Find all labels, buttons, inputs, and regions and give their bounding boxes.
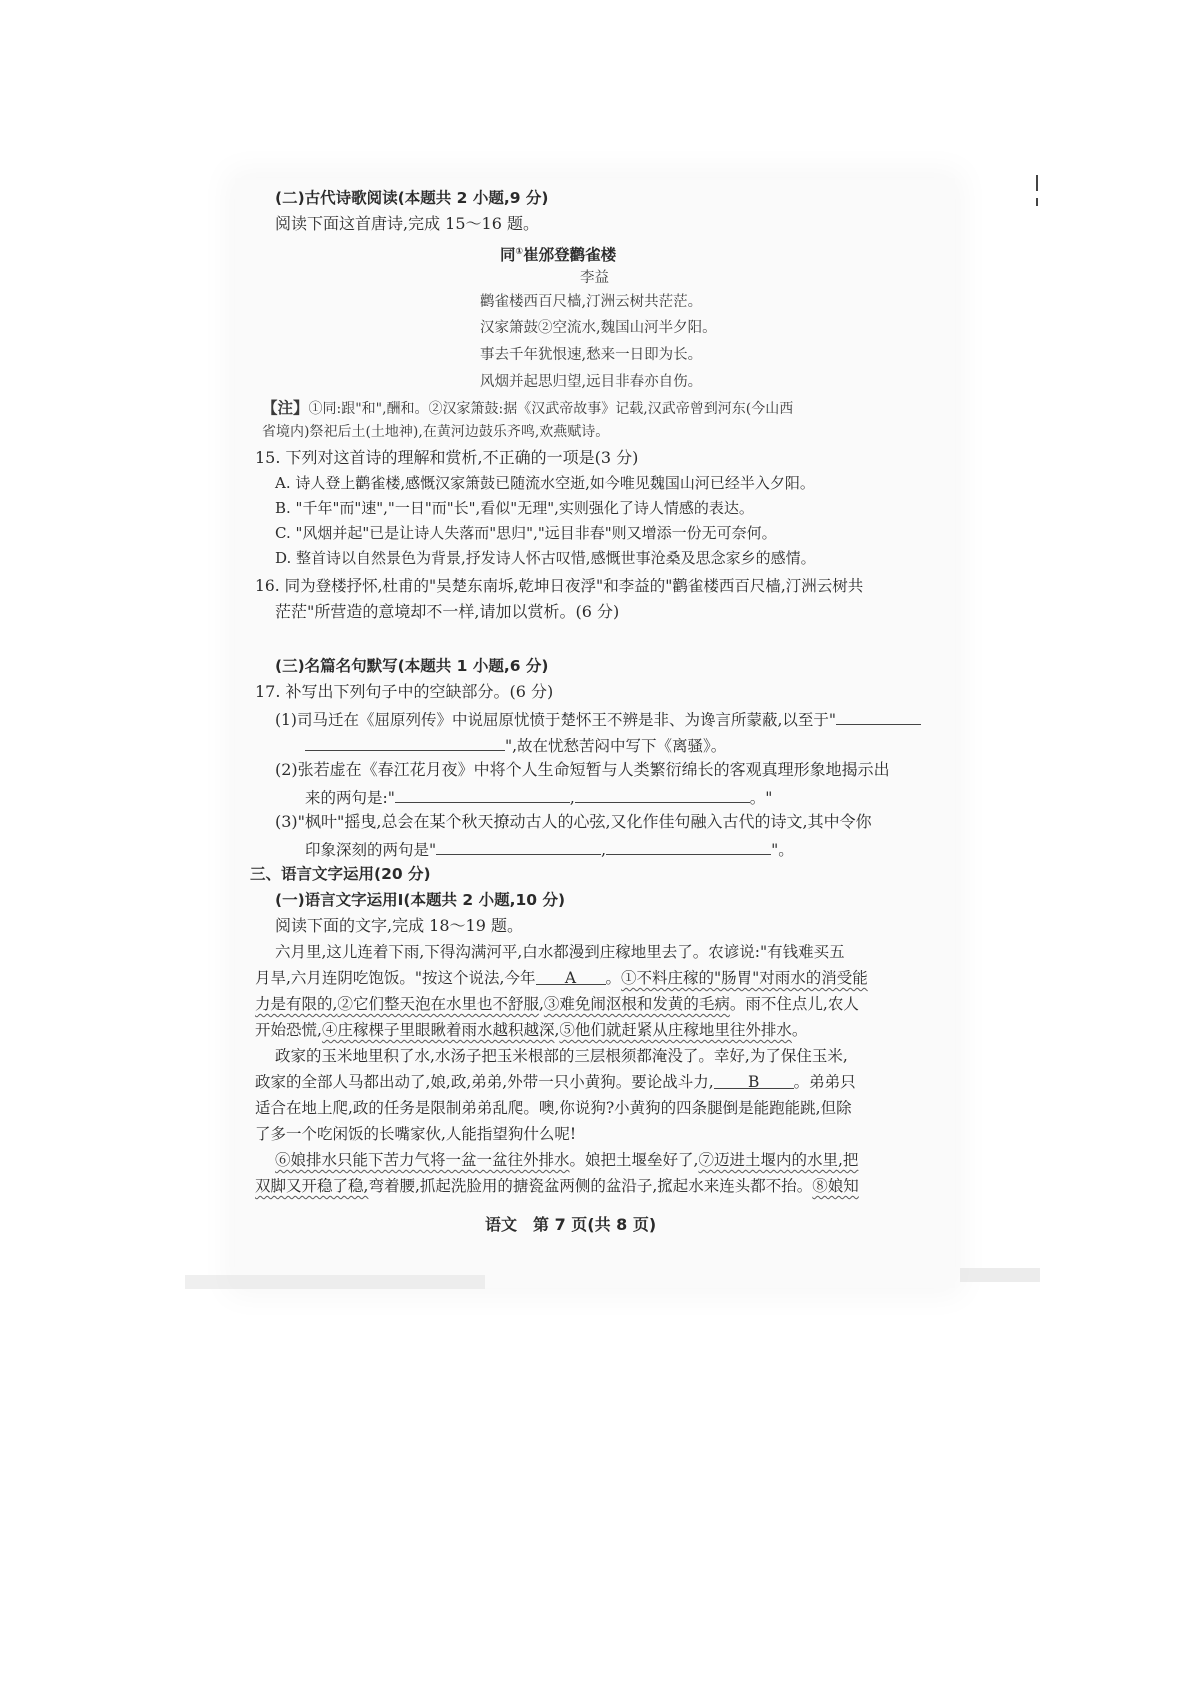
- question-17-2-line-2: [305, 786, 772, 808]
- section-2-instruction: 阅读下面这首唐诗,完成 15～16 题。: [275, 214, 539, 233]
- marked-sentence-4: ④庄稼棵子里眼瞅着雨水越积越深: [321, 1021, 555, 1039]
- q17-1-text: (1)司马迁在《屈原列传》中说屈原忧愤于楚怀王不辨是非、为谗言所蒙蔽,以至于": [275, 711, 837, 729]
- p1-text: 开始恐慌,: [255, 1021, 322, 1039]
- q17-2-text-end: 。": [749, 789, 773, 807]
- part-3-instruction: 阅读下面的文字,完成 18～19 题。: [275, 916, 523, 935]
- question-15-option-d: D. 整首诗以自然景色为背景,抒发诗人怀古叹惜,感慨世事沧桑及思念家乡的感情。: [275, 549, 816, 567]
- poem-note-line-1: [262, 398, 793, 419]
- passage-p3-line-1: [275, 1150, 858, 1170]
- marked-sentence-1: ①不料庄稼的"肠胃"对雨水的消受能: [621, 969, 868, 987]
- marked-sentence-2: ②它们整天泡在水里也不舒服: [337, 995, 539, 1013]
- blank-a[interactable]: A: [536, 968, 606, 985]
- question-15: 15. 下列对这首诗的理解和赏析,不正确的一项是(3 分): [255, 448, 639, 467]
- section-2-header: (二)古代诗歌阅读(本题共 2 小题,9 分): [275, 189, 549, 207]
- marked-sentence-5: ⑤他们就赶紧从庄稼地里往外排水: [559, 1021, 792, 1039]
- note-text: ①同:跟"和",酬和。②汉家箫鼓:据《汉武帝故事》记载,汉武帝曾到河东(今山西: [308, 401, 794, 417]
- question-15-option-b: B. "千年"而"速","一日"而"长",看似"无理",实则强化了诗人情感的表达。: [275, 499, 754, 517]
- question-17-2-line-1: (2)张若虚在《春江花月夜》中将个人生命短暂与人类繁衍绵长的客观真理形象地揭示出: [275, 760, 890, 779]
- question-17: 17. 补写出下列句子中的空缺部分。(6 分): [255, 682, 554, 701]
- answer-blank[interactable]: [395, 786, 570, 803]
- marked-sentence-7-end: 双脚又开稳了稳,: [255, 1177, 369, 1195]
- scan-edge-mark: [1036, 175, 1038, 191]
- scan-edge-mark: [1036, 198, 1038, 206]
- section-3-header: (三)名篇名句默写(本题共 1 小题,6 分): [275, 657, 549, 675]
- poem-title-rest: 崔邠登鹳雀楼: [523, 246, 617, 265]
- p1-punct: ,: [554, 1021, 560, 1039]
- part-3-subheader: (一)语言文字运用Ⅰ(本题共 2 小题,10 分): [275, 891, 566, 909]
- q17-2-text: 来的两句是:": [305, 789, 395, 807]
- passage-p1-line-2: [255, 968, 868, 988]
- comma: ,: [569, 789, 575, 807]
- scan-smudge: [185, 1275, 485, 1289]
- question-17-3-line-1: (3)"枫叶"摇曳,总会在某个秋天撩动古人的心弦,又化作佳句融入古代的诗文,其中令你: [275, 812, 872, 831]
- p1-text: 。: [791, 1021, 808, 1039]
- marked-sentence-8: ⑧娘知: [812, 1177, 859, 1195]
- marked-sentence-3: ③难免闹沤根和发黄的毛病: [543, 995, 730, 1013]
- poem-line: 鹳雀楼西百尺樯,汀洲云树共茫茫。: [480, 294, 703, 310]
- p3-text: 。娘把土堰垒好了,: [569, 1151, 699, 1169]
- q17-3-text-end: "。: [771, 841, 794, 859]
- marked-sentence-1-end: 力是有限的,: [255, 995, 338, 1013]
- question-16-line-2: 茫茫"所营造的意境却不一样,请加以赏析。(6 分): [275, 602, 620, 621]
- comma: ,: [601, 841, 607, 859]
- q17-3-text: 印象深刻的两句是": [305, 841, 437, 859]
- marked-sentence-7: ⑦迈进土堰内的水里,把: [698, 1151, 859, 1169]
- poem-line: 风烟并起思归望,远目非春亦自伤。: [480, 374, 703, 390]
- poem-title: [500, 242, 616, 265]
- question-17-1-line-1: [275, 708, 921, 730]
- question-16-line-1: 16. 同为登楼抒怀,杜甫的"吴楚东南坼,乾坤日夜浮"和李益的"鹳雀楼西百尺樯,汀洲云树共: [255, 577, 864, 595]
- p1-text: 。雨不住点儿,农人: [729, 995, 859, 1013]
- passage-p3-line-2: [255, 1176, 859, 1196]
- p1-text: 。: [605, 969, 622, 987]
- p2-text: 政家的全部人马都出动了,娘,政,弟弟,外带一只小黄狗。要论战斗力,: [255, 1073, 714, 1091]
- poem-line: 事去千年犹恨速,愁来一日即为长。: [480, 347, 703, 363]
- question-17-1-line-2: [305, 734, 726, 756]
- poem-title-prefix: 同: [500, 246, 516, 265]
- scan-smudge: [960, 1268, 1040, 1282]
- passage-p2-line-3: 适合在地上爬,政的任务是限制弟弟乱爬。噢,你说狗?小黄狗的四条腿倒是能跑能跳,但除: [255, 1099, 852, 1117]
- answer-blank[interactable]: [575, 786, 750, 803]
- p1-text: 月旱,六月连阴吃饱饭。"按这个说法,今年: [255, 969, 536, 987]
- page-footer: 语文 第 7 页(共 8 页): [485, 1215, 657, 1234]
- question-15-option-c: C. "风烟并起"已是让诗人失落而"思归","远目非春"则又增添一份无可奈何。: [275, 524, 777, 542]
- blank-b[interactable]: B: [714, 1072, 794, 1089]
- passage-p1-line-4: [255, 1020, 807, 1040]
- poem-note-line-2: 省境内)祭祀后土(土地神),在黄河边鼓乐齐鸣,欢燕赋诗。: [262, 424, 610, 440]
- poem-line: 汉家箫鼓②空流水,魏国山河半夕阳。: [480, 320, 717, 336]
- answer-blank[interactable]: [606, 838, 771, 855]
- passage-p2-line-1: 政家的玉米地里积了水,水汤子把玉米根部的三层根须都淹没了。幸好,为了保住玉米,: [275, 1047, 848, 1065]
- answer-blank[interactable]: [436, 838, 601, 855]
- passage-p1-line-1: 六月里,这儿连着下雨,下得沟满河平,白水都漫到庄稼地里去了。农谚说:"有钱难买五: [275, 943, 845, 961]
- question-15-option-a: A. 诗人登上鹳雀楼,感慨汉家箫鼓已随流水空逝,如今唯见魏国山河已经半入夕阳。: [275, 474, 815, 492]
- p1-punct: ,: [538, 995, 544, 1013]
- passage-p2-line-2: [255, 1072, 856, 1092]
- p2-text: 。弟弟只: [793, 1073, 856, 1091]
- answer-blank[interactable]: [836, 708, 921, 725]
- note-label: 【注】: [262, 399, 309, 417]
- passage-p2-line-4: 了多一个吃闲饭的长嘴家伙,人能指望狗什么呢!: [255, 1125, 577, 1143]
- poem-author: 李益: [580, 270, 609, 286]
- p3-text: 弯着腰,抓起洗脸用的搪瓷盆两侧的盆沿子,搲起水来连头都不抬。: [368, 1177, 813, 1195]
- question-17-3-line-2: [305, 838, 794, 860]
- q17-1-text-end: ",故在忧愁苦闷中写下《离骚》。: [505, 737, 727, 755]
- passage-p1-line-3: [255, 994, 859, 1014]
- part-3-header: 三、语言文字运用(20 分): [250, 865, 431, 883]
- answer-blank[interactable]: [305, 734, 505, 751]
- poem-title-note-mark: ①: [515, 247, 524, 257]
- marked-sentence-6: ⑥娘排水只能下苦力气将一盆一盆往外排水: [275, 1151, 570, 1169]
